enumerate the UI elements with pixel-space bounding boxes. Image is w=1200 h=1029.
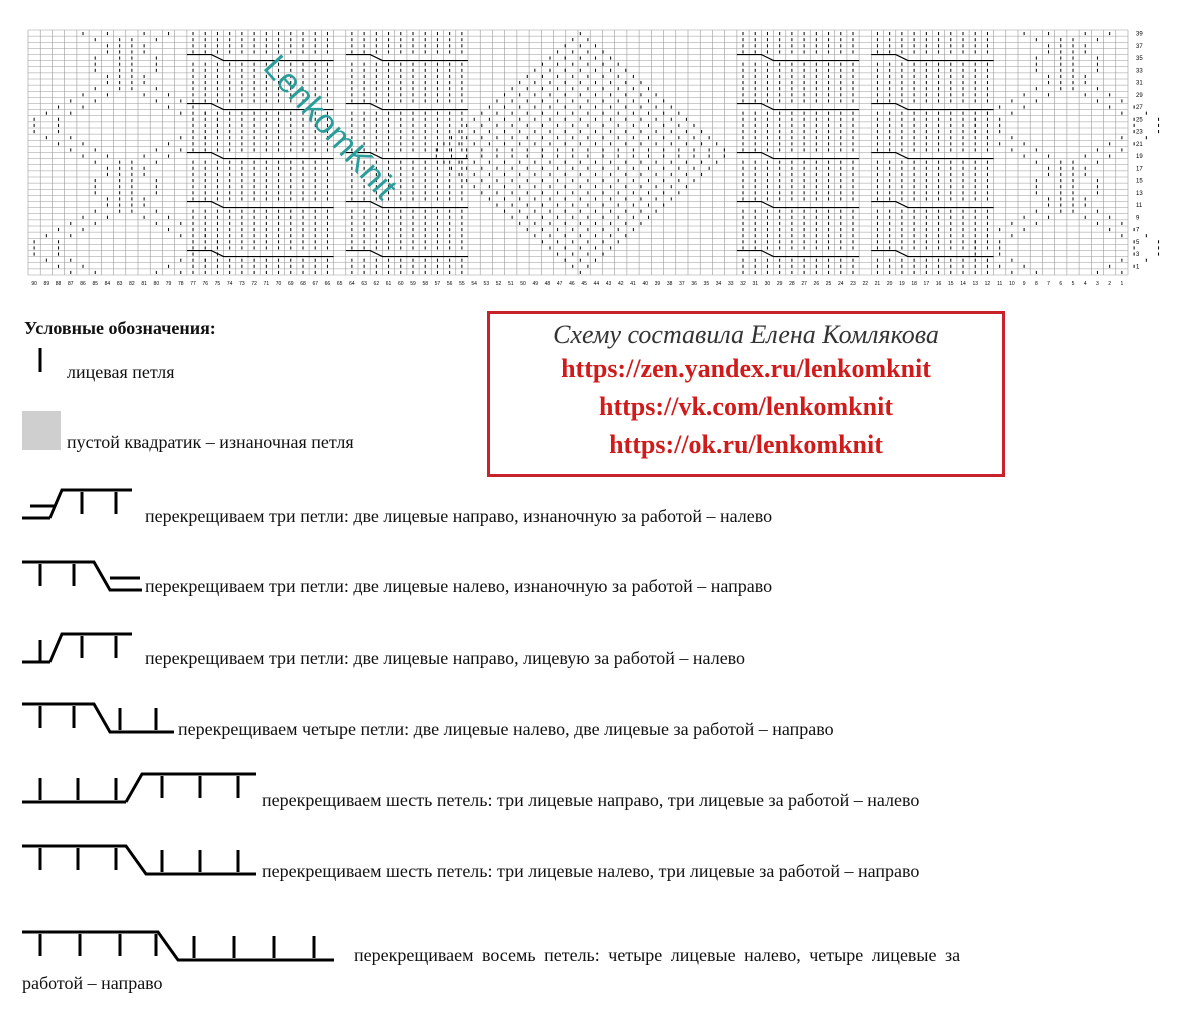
col-number: 33 <box>727 281 734 287</box>
col-number: 20 <box>886 281 893 287</box>
col-number: 89 <box>43 281 50 287</box>
row-number: 37 <box>1136 43 1143 50</box>
col-number: 6 <box>1059 281 1063 287</box>
legend-cross6-right: перекрещиваем шесть петель: три лицевые налево, три лицевые за работой – направо <box>262 861 920 881</box>
col-number: 87 <box>67 281 74 287</box>
col-number: 4 <box>1083 281 1087 287</box>
col-number: 60 <box>397 281 404 287</box>
legend-cross6-left: перекрещиваем шесть петель: три лицевые направо, три лицевые за работой – налево <box>262 790 920 810</box>
col-number: 50 <box>520 281 526 287</box>
cross6-left-symbol <box>22 770 258 806</box>
row-number: 5 <box>1136 239 1140 246</box>
col-number: 85 <box>92 281 99 287</box>
col-number: 69 <box>287 281 294 287</box>
legend-cross3-purl-right: перекрещиваем три петли: две лицевые налево, изнаночную за работой – направо <box>145 576 773 596</box>
col-number: 77 <box>190 281 196 287</box>
col-number: 13 <box>972 281 979 287</box>
cross8-symbol <box>22 928 336 964</box>
legend-cross8-cont: работой – направо <box>22 973 163 993</box>
col-number: 64 <box>349 281 355 287</box>
col-number: 63 <box>361 281 367 287</box>
col-number: 8 <box>1034 281 1038 287</box>
col-number: 67 <box>312 281 319 287</box>
col-number: 59 <box>410 281 416 287</box>
purl-square-symbol <box>22 411 61 450</box>
col-number: 46 <box>569 281 575 287</box>
col-number: 83 <box>116 281 123 287</box>
row-number: 15 <box>1136 178 1143 185</box>
col-number: 19 <box>899 281 905 287</box>
row-number: 29 <box>1136 92 1143 99</box>
col-number: 22 <box>862 281 869 287</box>
row-number: 7 <box>1136 227 1140 234</box>
credit-link-zen[interactable]: https://zen.yandex.ru/lenkomknit <box>561 354 931 383</box>
col-number: 11 <box>997 281 1003 287</box>
row-number: 17 <box>1136 166 1143 173</box>
col-number: 27 <box>801 281 807 287</box>
col-number: 62 <box>373 281 380 287</box>
row-number: 3 <box>1136 252 1140 259</box>
col-number: 29 <box>776 281 783 287</box>
knit-stitch-symbol <box>36 346 46 376</box>
col-number: 76 <box>202 281 209 287</box>
row-number: 27 <box>1136 105 1143 112</box>
row-number: 25 <box>1136 117 1143 124</box>
col-number: 10 <box>1009 281 1015 287</box>
col-number: 68 <box>300 281 306 287</box>
legend-purl-text: пустой квадратик – изнаночная петля <box>67 432 354 452</box>
col-number: 32 <box>740 281 746 287</box>
col-number: 28 <box>789 281 795 287</box>
legend-cross4: перекрещиваем четыре петли: две лицевые налево, две лицевые за работой – направо <box>178 719 834 739</box>
col-number: 41 <box>630 281 636 287</box>
row-number: 9 <box>1136 215 1140 222</box>
col-number: 57 <box>434 281 441 287</box>
col-number: 34 <box>715 281 722 287</box>
col-number: 88 <box>55 281 62 287</box>
cross6-right-symbol <box>22 842 258 878</box>
row-number: 1 <box>1136 264 1140 271</box>
credit-box <box>487 311 1005 477</box>
col-number: 55 <box>459 281 465 287</box>
credit-link-vk[interactable]: https://vk.com/lenkomknit <box>599 392 893 421</box>
legend-cross8: перекрещиваем восемь петель: четыре лицевые налево, четыре лицевые за <box>354 945 961 965</box>
col-number: 7 <box>1047 281 1050 287</box>
watermark: LenkomKnit <box>256 47 405 207</box>
col-number: 79 <box>165 281 172 287</box>
col-number: 5 <box>1071 281 1075 287</box>
col-number: 38 <box>666 281 673 287</box>
col-number: 24 <box>837 281 844 287</box>
col-number: 78 <box>177 281 184 287</box>
credit-author: Схему составила Елена Комлякова <box>553 320 939 349</box>
col-number: 49 <box>532 281 539 287</box>
legend-cross3-purl-left: перекрещиваем три петли: две лицевые направо, изнаночную за работой – налево <box>145 506 773 526</box>
col-number: 36 <box>691 281 697 287</box>
col-number: 90 <box>31 281 37 287</box>
col-number: 12 <box>984 281 991 287</box>
col-number: 9 <box>1022 281 1026 287</box>
col-number: 45 <box>581 281 587 287</box>
col-number: 30 <box>764 281 771 287</box>
col-number: 18 <box>911 281 917 287</box>
row-number: 31 <box>1136 80 1143 87</box>
col-number: 40 <box>642 281 649 287</box>
row-number: 19 <box>1136 154 1143 161</box>
col-number: 16 <box>935 281 942 287</box>
legend-cross3-knit: перекрещиваем три петли: две лицевые направо, лицевую за работой – налево <box>145 648 746 668</box>
col-number: 26 <box>813 281 820 287</box>
col-number: 75 <box>214 281 221 287</box>
chart-grid <box>0 0 1200 300</box>
col-number: 71 <box>263 281 270 287</box>
col-number: 54 <box>471 281 477 287</box>
row-number: 21 <box>1136 141 1143 148</box>
cross4-symbol <box>22 700 176 736</box>
col-number: 73 <box>239 281 245 287</box>
col-number: 14 <box>960 281 966 287</box>
legend-title: Условные обозначения: <box>24 318 216 338</box>
col-number: 52 <box>495 281 502 287</box>
row-number: 11 <box>1136 203 1143 210</box>
row-number: 23 <box>1136 129 1143 136</box>
col-number: 81 <box>141 281 147 287</box>
cross3-purl-left-symbol <box>22 486 142 522</box>
col-number: 86 <box>80 281 86 287</box>
col-number: 44 <box>593 281 600 287</box>
col-number: 21 <box>874 281 881 287</box>
col-number: 84 <box>104 281 111 287</box>
col-number: 43 <box>605 281 612 287</box>
col-number: 47 <box>556 281 563 287</box>
col-number: 61 <box>385 281 392 287</box>
col-number: 39 <box>654 281 661 287</box>
col-number: 74 <box>226 281 233 287</box>
row-number: 33 <box>1136 68 1143 75</box>
col-number: 56 <box>446 281 453 287</box>
col-number: 65 <box>336 281 343 287</box>
col-number: 1 <box>1120 281 1124 287</box>
col-number: 25 <box>825 281 832 287</box>
knit-stitches <box>34 32 1158 274</box>
col-number: 31 <box>752 281 759 287</box>
row-number: 35 <box>1136 56 1143 63</box>
cross3-purl-right-symbol <box>22 558 144 594</box>
col-number: 58 <box>422 281 429 287</box>
col-number: 48 <box>544 281 551 287</box>
col-number: 82 <box>129 281 135 287</box>
col-number: 42 <box>617 281 624 287</box>
col-number: 37 <box>679 281 685 287</box>
legend-knit-text: лицевая петля <box>67 362 175 382</box>
col-number: 72 <box>251 281 257 287</box>
col-number: 80 <box>153 281 160 287</box>
cross3-knit-symbol <box>22 630 142 666</box>
col-number: 70 <box>275 281 282 287</box>
col-number: 17 <box>923 281 930 287</box>
col-number: 51 <box>507 281 514 287</box>
row-number: 13 <box>1136 190 1143 197</box>
col-number: 66 <box>324 281 331 287</box>
credit-link-ok[interactable]: https://ok.ru/lenkomknit <box>609 430 883 459</box>
col-number: 35 <box>703 281 710 287</box>
row-number: 39 <box>1136 31 1143 38</box>
col-number: 15 <box>947 281 954 287</box>
knitting-chart <box>0 0 1200 300</box>
col-number: 2 <box>1108 281 1112 287</box>
col-number: 53 <box>483 281 490 287</box>
col-number: 3 <box>1096 281 1099 287</box>
col-number: 23 <box>850 281 856 287</box>
